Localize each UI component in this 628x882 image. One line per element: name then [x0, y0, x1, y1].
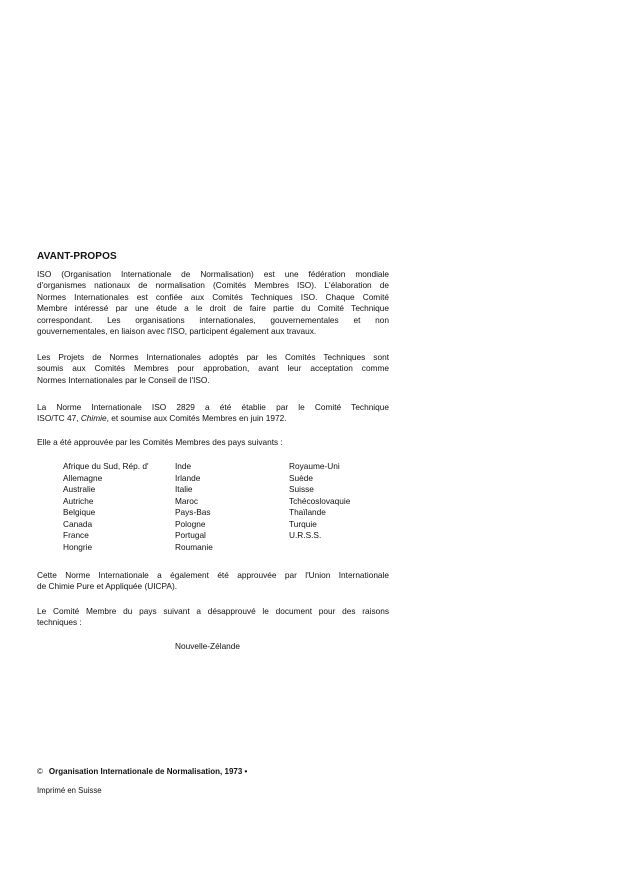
disapproving-country: Nouvelle-Zélande	[175, 641, 241, 651]
countries-column-3	[289, 461, 350, 542]
country-item: Belgique	[63, 507, 96, 517]
printed-in-note: Imprimé en Suisse	[37, 786, 102, 795]
intro-paragraph	[37, 269, 389, 337]
country-item: Canada	[63, 518, 93, 529]
country-item: Portugal	[175, 530, 206, 540]
iupac-paragraph	[37, 570, 389, 593]
country-item: Tchécoslovaquie	[289, 495, 351, 506]
countries-column-1	[63, 461, 149, 553]
copyright-symbol: ©	[37, 767, 43, 776]
intro-line: Membre intéressé par une étude a le droit de faire partie du Comité Technique	[37, 303, 389, 314]
intro-line: Normes Internationales est confiée aux Comités Techniques ISO. Chaque Comité	[37, 291, 389, 302]
drafts-line: soumis aux Comités Membres pour approbation, avant leur acceptation comme	[37, 363, 389, 374]
iupac-line: de Chimie Pure et Appliquée (UICPA).	[37, 581, 178, 592]
country-item: Autriche	[63, 495, 94, 506]
iupac-line: Cette Norme Internationale a également été approuvée par l'Union Internationale	[37, 570, 389, 580]
drafts-line: Les Projets de Normes Internationales adoptés par les Comités Techniques sont	[37, 352, 389, 362]
country-item: Allemagne	[63, 472, 103, 483]
page-heading: AVANT-PROPOS	[37, 251, 117, 262]
country-item: Royaume-Uni	[289, 461, 340, 471]
country-item: Australie	[63, 484, 96, 494]
country-item: Suisse	[289, 484, 314, 494]
country-item: Afrique du Sud, Rép. d'	[63, 461, 149, 471]
disapproval-line: techniques :	[37, 617, 82, 628]
disapproval-line: Le Comité Membre du pays suivant a désapprouvé le document pour des raisons	[37, 606, 389, 616]
intro-line: d'organismes nationaux de normalisation (Comités Membres ISO). L'élaboration de	[37, 280, 389, 291]
copyright-notice	[37, 767, 247, 776]
intro-line: gouvernementales, en liaison avec l'ISO, participent également aux travaux.	[37, 326, 317, 337]
standard-origin-line	[37, 413, 389, 424]
country-item: Maroc	[175, 495, 199, 506]
country-item: Turquie	[289, 518, 317, 529]
drafts-line: Normes Internationales par le Conseil de l'ISO.	[37, 374, 210, 385]
drafts-paragraph	[37, 352, 389, 386]
country-item: Inde	[175, 461, 192, 471]
approval-intro: Elle a été approuvée par les Comités Membres des pays suivants :	[37, 437, 283, 447]
country-item: Thaïlande	[289, 507, 326, 517]
country-item: Irlande	[175, 472, 201, 483]
standard-origin-line: La Norme Internationale ISO 2829 a été établie par le Comité Technique	[37, 402, 389, 412]
standard-origin-paragraph	[37, 402, 389, 425]
intro-line: ISO (Organisation Internationale de Normalisation) est une fédération mondiale	[37, 269, 389, 279]
submission-text: , et soumise aux Comités Membres en juin 1972.	[106, 413, 287, 424]
country-item: Hongrie	[63, 541, 93, 552]
copyright-text: Organisation Internationale de Normalisation, 1973 •	[48, 767, 248, 776]
country-item: Pologne	[175, 518, 206, 529]
country-item: Roumanie	[175, 541, 213, 552]
country-item: France	[63, 530, 89, 540]
committee-ref: ISO/TC 47,	[37, 413, 81, 424]
disapproval-paragraph	[37, 606, 389, 629]
country-item: Italie	[175, 484, 193, 494]
country-item: U.R.S.S.	[289, 530, 322, 540]
countries-column-2	[175, 461, 213, 553]
committee-name: Chimie	[80, 413, 107, 424]
country-item: Suède	[289, 472, 313, 483]
intro-line: correspondant. Les organisations internationales, gouvernementales et non	[37, 314, 389, 325]
country-item: Pays-Bas	[175, 507, 211, 517]
